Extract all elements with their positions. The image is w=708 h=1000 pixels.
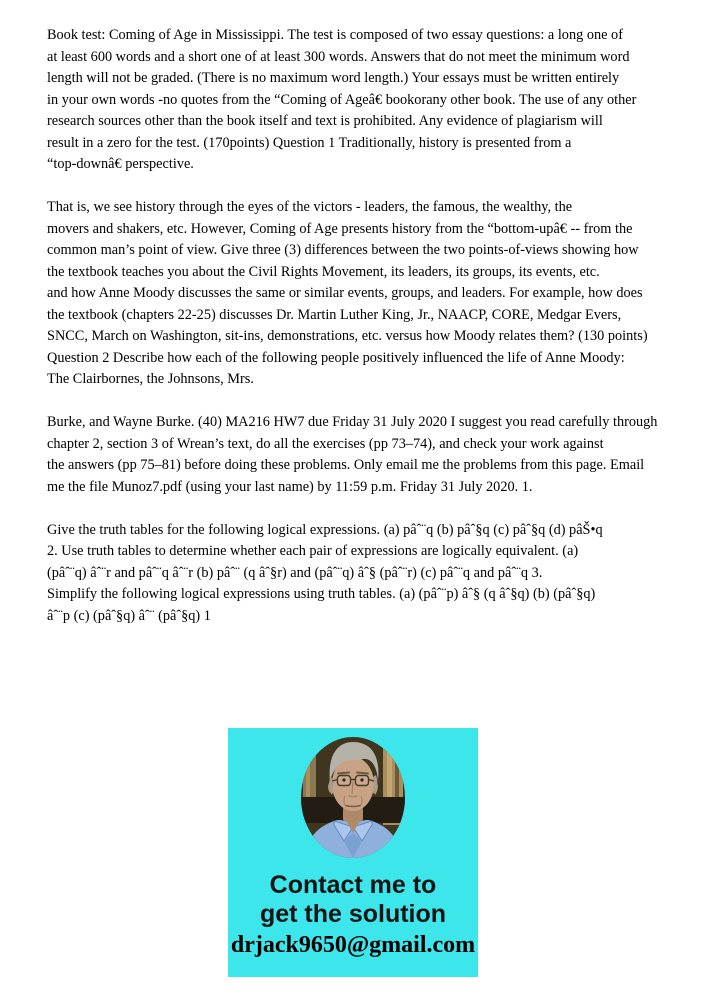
contact-email: drjack9650@gmail.com	[230, 932, 476, 958]
contact-headline-line2: get the solution	[259, 900, 447, 928]
paragraph-homework-instructions: Burke, and Wayne Burke. (40) MA216 HW7 due Friday 31 July 2020 I suggest you read carefully through chapter 2, section 3 of Wrean’s text, do all the exercises (pp 73–74), and check your work against the answers (pp 75–81) before doing these problems. Only email me the problems from this page. Email me the file Munoz7.pdf (using your last name) by 11:59 p.m. Friday 31 July 2020. 1.	[47, 414, 658, 495]
document-text	[47, 25, 665, 649]
contact-card	[228, 728, 478, 977]
tutor-portrait-photo	[228, 728, 478, 858]
paragraph-logic-problems: Give the truth tables for the following logical expressions. (a) pâˆ¨q (b) pâˆ§q (c) pâˆ§q (d) pâŠ•q 2. Use truth tables to determine whether each pair of expressions are logically equivalent. (a) (pâˆ¨q) âˆ¨r and pâˆ¨q âˆ¨r (b) pâˆ¨ (q âˆ§r) and (pâˆ¨q) âˆ§ (pâˆ¨r) (c) pâˆ¨q and pâˆ¨q 3. Simplify the following logical expressions using truth tables. (a) (pâˆ¨p) âˆ§ (q âˆ§q) (b) (pâˆ§q) âˆ¨p (c) (pâˆ§q) âˆ¨ (pâˆ§q) 1	[47, 521, 603, 624]
paragraph-book-test: Book test: Coming of Age in Mississippi. The test is composed of two essay questions: a long one of at least 600 words and a short one of at least 300 words. Answers that do not meet the minimum word length will not be graded. (There is no maximum word length.) Your essays must be written entirely in your own words -no quotes from the “Coming of Ageâ€ bookorany other book. The use of any other research sources other than the book itself and text is prohibited. Any evidence of plagiarism will result in a zero for the test. (170points) Question 1 Traditionally, history is presented from a “top-downâ€ perspective.	[47, 27, 637, 172]
contact-headline-line1: Contact me to	[269, 871, 437, 899]
tutor-portrait-image	[301, 737, 405, 858]
paragraph-question-details: That is, we see history through the eyes of the victors - leaders, the famous, the wealthy, the movers and shakers, etc. However, Coming of Age presents history from the “bottom-upâ€ -- from the common man’s point of view. Give three (3) differences between the two points-of-views showing how the textbook teaches you about the Civil Rights Movement, its leaders, its groups, its events, etc. and how Anne Moody discusses the same or similar events, groups, and leaders. For example, how does the textbook (chapters 22-25) discusses Dr. Martin Luther King, Jr., NAACP, CORE, Medgar Evers, SNCC, March on Washington, sit-ins, demonstrations, etc. versus how Moody relates them? (130 points) Question 2 Describe how each of the following people positively influenced the life of Anne Moody: The Clairbornes, the Johnsons, Mrs.	[47, 199, 648, 387]
